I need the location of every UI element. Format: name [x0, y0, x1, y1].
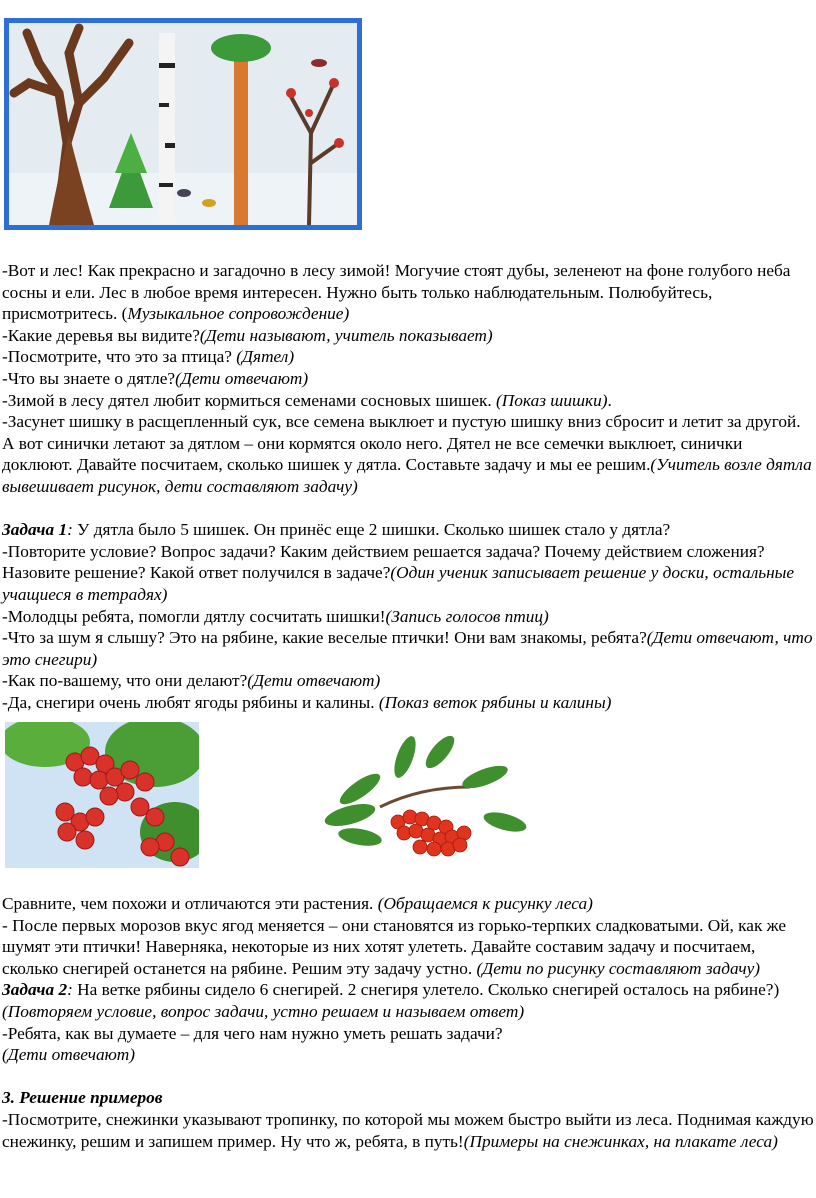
winter-forest-picture — [4, 18, 362, 230]
paragraph: - После первых морозов вкус ягод меняется – они становятся из горько-терпких сладковатыми. Ой, как же шумят эти птички! Наверняка, некоторые из них хотят улететь. Давайте составим задачу и посчитаем, сколько снегирей останется на рябине. Решим эту задачу устно. (Дети по рисунку составляют задачу) — [2, 915, 787, 978]
paragraph: -Зимой в лесу дятел любит кормиться семенами сосновых шишек. (Показ шишки). — [2, 390, 612, 410]
task-1: Задача 1: У дятла было 5 шишек. Он принёс еще 2 шишки. Сколько шишек стало у дятла? — [2, 520, 671, 540]
section-3-heading: 3. Решение примеров — [2, 1088, 163, 1108]
paragraph: -Ребята, как вы думаете – для чего нам нужно уметь решать задачи? (Дети отвечают) — [2, 1023, 503, 1065]
paragraph: -Посмотрите, что это за птица? (Дятел) — [2, 347, 295, 367]
paragraph: Сравните, чем похожи и отличаются эти растения. (Обращаемся к рисунку леса) — [2, 894, 593, 913]
rowan-drawing — [320, 727, 532, 867]
paragraph: -Что за шум я слышу? Это на рябине, какие веселые птички! Они вам знакомы, ребята?(Дети отвечают, что это снегири) — [2, 628, 813, 669]
paragraph: -Какие деревья вы видите?(Дети называют, учитель показывает) — [2, 325, 493, 345]
paragraph: -Молодцы ребята, помогли дятлу сосчитать шишки!(Запись голосов птиц) — [2, 606, 549, 626]
viburnum-picture — [5, 722, 199, 868]
paragraph: -Что вы знаете о дятле?(Дети отвечают) — [2, 368, 309, 388]
paragraph: -Вот и лес! Как прекрасно и загадочно в лесу зимой! Могучие стоят дубы, зеленеют на фоне голубого неба сосны и ели. Лес в любое время интересен. Нужно быть только наблюдательным. Полюбуйтесь, присмотритесь. (Музыкальное сопровождение) — [2, 261, 791, 324]
task-2: Задача 2: На ветке рябины сидело 6 снегирей. 2 снегиря улетело. Сколько снегирей осталось на рябине?)(Повторяем условие, вопрос задачи, устно решаем и называем ответ) — [2, 980, 780, 1021]
lesson-text-bottom — [2, 893, 814, 1152]
paragraph: -Да, снегири очень любят ягоды рябины и калины. (Показ веток рябины и калины) — [2, 692, 612, 712]
paragraph: -Засунет шишку в расщепленный сук, все семена выклюет и пустую шишку вниз сбросит и летит за другой. А вот синички летают за дятлом – они кормятся около него. Дятел не все семечки выклюет, синички доклюют. Давайте посчитаем, сколько шишек у дятла. Составьте задачу и мы ее решим.(Учитель возле дятла вывешивает рисунок, дети составляют задачу) — [2, 412, 812, 496]
paragraph: -Посмотрите, снежинки указывают тропинку, по которой мы можем быстро выйти из леса. Поднимая каждую снежинку, решим и запишем пример. Ну что ж, ребята, в путь!(Примеры на снежинках, на плакате леса) — [2, 1109, 814, 1151]
rowan-branch-picture — [320, 727, 532, 867]
lesson-text-top — [2, 260, 814, 713]
paragraph: -Как по-вашему, что они делают?(Дети отвечают) — [2, 671, 381, 691]
paragraph: -Повторите условие? Вопрос задачи? Каким действием решается задача? Почему действием сложения? Назовите решение? Какой ответ получился в задаче?(Один ученик записывает решение у доски, остальные учащиеся в тетрадях) — [2, 541, 795, 604]
viburnum-drawing — [5, 722, 199, 868]
forest-drawing — [9, 23, 357, 225]
